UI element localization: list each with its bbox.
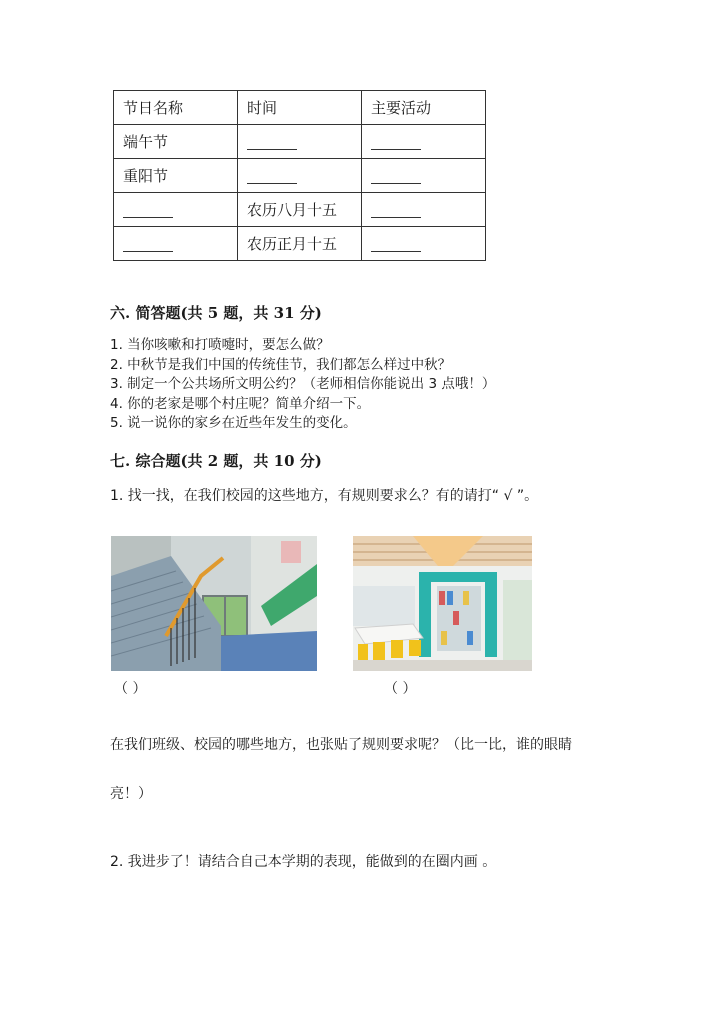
question-list: [110, 336, 495, 434]
answer-paren[interactable]: （ ）: [384, 681, 417, 697]
table-header-cell: 时间: [238, 91, 362, 125]
answer-blank[interactable]: [371, 169, 421, 184]
table-cell: [362, 193, 486, 227]
question-item: 3. 制定一个公共场所文明公约？（老师相信你能说出 3 点哦！）: [110, 376, 496, 392]
table-header-row: [114, 91, 486, 125]
table-cell: [114, 227, 238, 261]
table-cell: 农历正月十五: [238, 227, 362, 261]
festival-table: [113, 90, 486, 261]
answer-blank[interactable]: [247, 135, 297, 150]
table-cell: [238, 159, 362, 193]
table-row: [114, 159, 486, 193]
table-cell: [362, 159, 486, 193]
answer-blank[interactable]: [123, 203, 173, 218]
answer-blank[interactable]: [371, 203, 421, 218]
follow-up-question: 在我们班级、校园的哪些地方，也张贴了规则要求呢？（比一比，谁的眼睛: [110, 737, 572, 753]
library-photo: [353, 536, 532, 671]
answer-blank[interactable]: [371, 135, 421, 150]
table-cell: 重阳节: [114, 159, 238, 193]
question-item: 2. 中秋节是我们中国的传统佳节，我们都怎么样过中秋？: [110, 356, 452, 373]
question-item: 2. 我进步了！请结合自己本学期的表现，能做到的在圈内画 。: [110, 854, 497, 870]
staircase-photo: [111, 536, 317, 671]
table-cell: [238, 125, 362, 159]
table-header-cell: 主要活动: [362, 91, 486, 125]
table-cell: [362, 227, 486, 261]
table-cell: 端午节: [114, 125, 238, 159]
question-item: 1. 找一找，在我们校园的这些地方，有规则要求么？有的请打“ √ ”。: [110, 488, 539, 504]
table-cell: [362, 125, 486, 159]
table-row: [114, 193, 486, 227]
section-7-heading: 七. 综合题(共 2 题，共 10 分): [110, 452, 322, 470]
question-item: 4. 你的老家是哪个村庄呢？简单介绍一下。: [110, 395, 371, 412]
question-item: 1. 当你咳嗽和打喷嚏时，要怎么做？: [110, 337, 330, 353]
section-6-heading: 六. 简答题(共 5 题，共 31 分): [110, 304, 322, 322]
table-cell: [114, 193, 238, 227]
question-item: 5. 说一说你的家乡在近些年发生的变化。: [110, 415, 357, 431]
table-row: [114, 227, 486, 261]
table-cell: 农历八月十五: [238, 193, 362, 227]
answer-blank[interactable]: [371, 237, 421, 252]
table-row: [114, 125, 486, 159]
follow-up-question-continued: 亮！）: [110, 786, 152, 802]
table-header-cell: 节日名称: [114, 91, 238, 125]
answer-blank[interactable]: [123, 237, 173, 252]
answer-blank[interactable]: [247, 169, 297, 184]
answer-paren[interactable]: （ ）: [114, 681, 147, 697]
